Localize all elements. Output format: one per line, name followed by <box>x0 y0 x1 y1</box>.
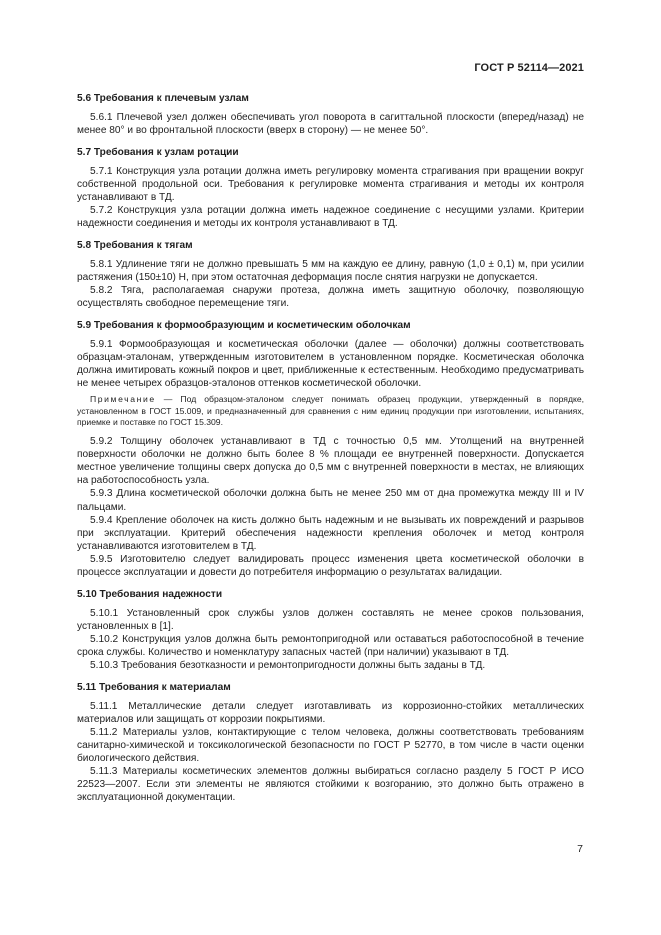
paragraph: 5.9.3 Длина косметической оболочки должна быть не менее 250 мм от дна промежутка между III и IV пальцами. <box>77 488 584 513</box>
section-5-8 <box>77 239 584 310</box>
paragraph: 5.10.1 Установленный срок службы узлов должен составлять не менее сроков пользования, установленных в [1]. <box>77 607 584 632</box>
paragraph: 5.9.2 Толщину оболочек устанавливают в ТД с точностью 0,5 мм. Утолщений на внутренней поверхности оболочки не должно быть более 8 % площади ее внутренней поверхности. Допускается местное увеличение толщины сверх допуска до 0,5 мм с внутренней поверхности в местах, не влияющих на работоспособность узла. <box>77 436 584 487</box>
page-number: 7 <box>577 843 583 855</box>
section-title: 5.6 Требования к плечевым узлам <box>77 93 249 104</box>
note-text: — Под образцом-эталоном следует понимать образец продукции, утвержденный в порядке, установленном в ГОСТ 15.009, и предназначенный для сравнения с ним единиц продукции при изготовлении, испытаниях, приемке и поставке по ГОСТ 15.309. <box>77 394 584 428</box>
paragraph: 5.6.1 Плечевой узел должен обеспечивать угол поворота в сагиттальной плоскости (вперед/назад) не менее 80° и во фронтальной плоскости (вверх в сторону) — не менее 50°. <box>77 112 584 137</box>
paragraph: 5.9.4 Крепление оболочек на кисть должно быть надежным и не вызывать их повреждений и разрывов при эксплуатации. Критерий обеспечения надежности крепления оболочек и метод контроля устанавливаются изготовителем в ТД. <box>77 514 584 552</box>
document-id: ГОСТ Р 52114—2021 <box>474 62 584 74</box>
section-5-11 <box>77 681 584 805</box>
paragraph: 5.9.5 Изготовителю следует валидировать процесс изменения цвета косметической оболочки в процессе эксплуатации и довести до потребителя информацию о результатах валидации. <box>77 553 584 578</box>
paragraph: 5.11.2 Материалы узлов, контактирующие с телом человека, должны соответствовать требованиям санитарно-химической и токсикологической безопасности по ГОСТ Р 52770, в том числе в части оценки биологического действия. <box>77 726 584 765</box>
section-5-6 <box>77 92 584 137</box>
section-title: 5.7 Требования к узлам ротации <box>77 146 239 158</box>
section-5-10 <box>77 588 584 673</box>
paragraph: 5.7.1 Конструкция узла ротации должна иметь регулировку момента страгивания при вращении вокруг собственной продольной оси. Требования к регулировке момента страгивания и методы их контроля устанавливают в ТД. <box>77 165 584 204</box>
note-label: Примечание <box>90 394 156 405</box>
paragraph: 5.8.2 Тяга, располагаемая снаружи протеза, должна иметь защитную оболочку, позволяющую осуществлять свободное перемещение тяги. <box>77 285 584 310</box>
paragraph: 5.7.2 Конструкция узла ротации должна иметь надежное соединение с несущими узлами. Критерии надежности соединения и методы их контроля устанавливают в ТД. <box>77 205 584 230</box>
paragraph: 5.9.1 Формообразующая и косметическая оболочки (далее — оболочки) должны соответствовать образцам-эталонам, утвержденным изготовителем в установленном порядке. Косметическая оболочка должна имитировать кожный покров и цвет, приближенные к естественным. Необходимо предусматривать не менее четырех образцов-эталонов оттенков косметической оболочки. <box>77 338 584 390</box>
paragraph: 5.11.1 Металлические детали следует изготавливать из коррозионно-стойких металлических материалов или защищать от коррозии покрытиями. <box>77 700 584 725</box>
note <box>77 394 584 429</box>
section-5-7 <box>77 146 584 231</box>
paragraph: 5.8.1 Удлинение тяги не должно превышать 5 мм на каждую ее длину, равную (1,0 ± 0,1) м, при усилии растяжения (150±10) Н, при этом остаточная деформация после снятия нагрузки не допускается. <box>77 258 584 284</box>
paragraph: 5.11.3 Материалы косметических элементов должны выбираться согласно разделу 5 ГОСТ Р ИСО 22523—2007. Если эти элементы не являются стойкими к возгоранию, это должно быть отражено в эксплуатационной документации. <box>77 766 584 804</box>
section-title: 5.9 Требования к формообразующим и косметическим оболочкам <box>77 319 411 331</box>
section-5-9 <box>77 319 584 579</box>
document-body <box>77 92 584 813</box>
paragraph: 5.10.3 Требования безотказности и ремонтопригодности должны быть заданы в ТД. <box>90 660 486 672</box>
section-title: 5.10 Требования надежности <box>77 588 223 600</box>
paragraph: 5.10.2 Конструкция узлов должна быть ремонтопригодной или оставаться работоспособной в течение срока службы. Количество и номенклатуру запасных частей (при наличии) указывают в ТД. <box>77 633 584 658</box>
section-title: 5.8 Требования к тягам <box>77 239 193 251</box>
section-title: 5.11 Требования к материалам <box>77 681 231 693</box>
